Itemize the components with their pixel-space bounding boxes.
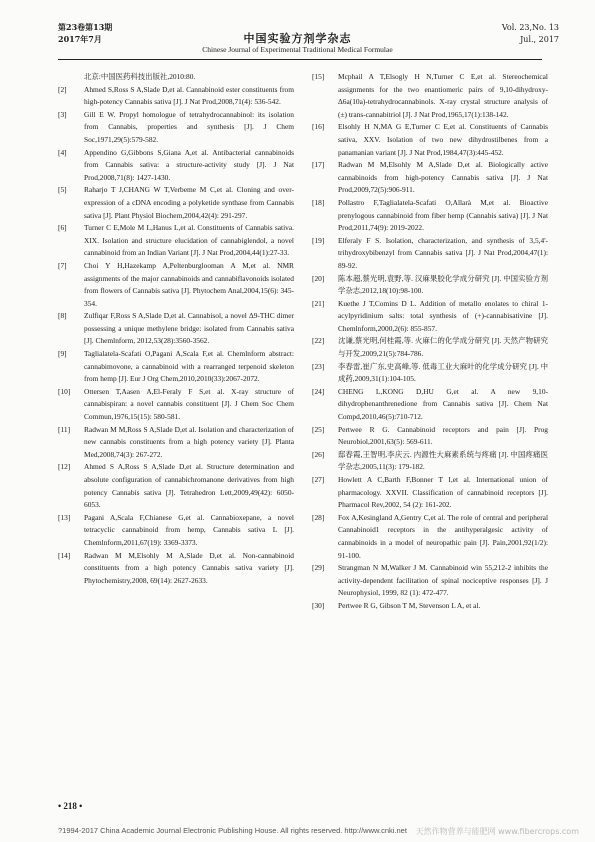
reference-text: 陈本超,蔡光明,袁野,等. 汉麻果胶化学成分研究 [J]. 中国实验方剂学杂志,2012,18(10):98-100. <box>338 273 548 296</box>
reference-number: [15] <box>312 72 325 81</box>
reference-text: Ahmed S,Ross S A,Slade D,et al. Cannabinoid ester constituents from high-potency Cannabis sativa [J]. J Nat Prod,2008,71(4): 536-542. <box>84 84 294 107</box>
reference-text: Pertwee R G. Cannabinoid receptors and pain [J]. Prog Neurobiol,2001,63(5): 569-611. <box>338 424 548 447</box>
reference-number: [25] <box>312 424 325 434</box>
reference-item <box>312 512 548 562</box>
reference-text: CHENG L,KONG D,HU G,et al. A new 9,10-dihydrophenanthrenedione from Cannabis sativa [J]. Chem Nat Compd,2010,46(5):710-712. <box>338 386 548 422</box>
reference-item <box>58 424 294 462</box>
reference-item <box>312 361 548 386</box>
reference-number: [8] <box>58 311 67 321</box>
reference-number: [28] <box>312 512 325 522</box>
reference-item <box>58 222 294 260</box>
reference-text: Fox A,Kesingland A,Gentry C,et al. The role of central and peripheral Cannabinoid1 receptors in the antihyperalgesic activity of cannabinoids in a model of neuropathic pain [J]. Pain,2001,92(1/2): 91-100. <box>338 512 548 560</box>
reference-number: [24] <box>312 386 325 396</box>
footer-copyright: ?1994-2017 China Academic Journal Electronic Publishing House. All rights reserved. http://www.cnki.net <box>58 826 407 835</box>
reference-text: 邸春霞,王智明,李庆云. 内源性大麻素系统与疼痛 [J]. 中国疼痛医学杂志,2005,11(3): 179-182. <box>338 449 548 472</box>
reference-number: [2] <box>58 84 67 94</box>
reference-item <box>58 461 294 511</box>
reference-text: Turner C E,Mole M L,Hanus L,et al. Constituents of Cannabis sativa. XIX. Isolation and structure elucidation of cannabiglendol, a novel cannabinoid from an Indian Variant [J]. J Nat Prod,2004,44(1):27-33. <box>84 223 294 258</box>
reference-text: Kuethe J T,Comins D L. Addition of metallo enolates to chiral 1-acylpyridinium salts: total synthesis of (+)-cannabisativine [J]. Chemlnform,2000,2(6): 855-857. <box>338 298 548 333</box>
page-number: • 218 • <box>58 801 83 811</box>
volume-issue-cn: 第23卷第13期 <box>58 22 113 32</box>
reference-number: [13] <box>58 512 71 522</box>
reference-continuation: 北京:中国医药科技出版社,2010:80. <box>84 72 196 81</box>
reference-number: [10] <box>58 386 71 396</box>
reference-item <box>58 84 294 109</box>
reference-text: Ottersen T,Aasen A,El-Feraly F S,et al. X-ray structure of cannabispiran: a novel cannabis constituent [J]. J Chem Soc Chem Commun,1976,15(15): 580-581. <box>84 386 294 422</box>
reference-text: Radwan M M,Elsohly M A,Slade D,et al. Non-cannabinoid constituents from a high potency Cannabis sativa variety [J]. Phytochemistry,2008, 69(14): 2627-2633. <box>84 550 294 585</box>
reference-number: [14] <box>58 550 71 560</box>
reference-number: [17] <box>312 160 325 170</box>
reference-number: [12] <box>58 462 71 472</box>
reference-number: [6] <box>58 223 67 233</box>
reference-item <box>58 147 294 185</box>
page-header <box>0 0 595 70</box>
reference-item <box>312 121 548 159</box>
reference-number: [26] <box>312 449 325 459</box>
reference-item <box>312 273 548 298</box>
reference-item <box>312 474 548 512</box>
reference-item <box>58 512 294 550</box>
reference-number: [16] <box>312 122 325 132</box>
reference-item <box>58 348 294 386</box>
reference-text: Pollastro F,Taglialatela-Scafati O,Allarà M,et al. Bioactive prenylogous cannabinoid from fiber hemp (Cannabis sativa) [J]. J Nat Prod,2011,74(9): 2019-2022. <box>338 197 548 233</box>
right-column <box>312 71 548 613</box>
reference-text: Strangman N M,Walker J M. Cannabinoid win 55,212-2 inhibits the activity-dependent facilitation of spinal nociceptive responses [J]. J Neurophysiol, 1999, 82 (1): 472-477. <box>338 563 548 598</box>
reference-number: [22] <box>312 336 325 346</box>
reference-item <box>312 562 548 600</box>
reference-text: Ahmed S A,Ross S A,Slade D,et al. Structure determination and absolute configuration of cannabichromanone derivatives from high potency Cannabis sativa [J]. Tetrahedron Lett,2009,49(42): 6050-6053. <box>84 462 294 510</box>
reference-item <box>58 184 294 222</box>
reference-text: Elferaly F S. Isolation, characterization, and synthesis of 3,5,4'-trihydroxybibenzyl from Cannabis sativa [J]. J Nat Prod,2004,47(1): 89-92. <box>338 235 548 270</box>
reference-text: Choi Y H,Hazekamp A,Peltenburglooman A M,et al. NMR assignments of the major cannabinoids and cannabiflavonoids isolated from flowers of Cannabis sativa [J]. Phytochem Anal,2004,15(6): 345-354. <box>84 260 294 308</box>
left-column <box>58 71 294 587</box>
header-rule <box>58 59 542 60</box>
reference-number: [19] <box>312 235 325 245</box>
reference-number: [9] <box>58 349 67 359</box>
reference-item <box>58 260 294 310</box>
reference-number: [23] <box>312 361 325 371</box>
reference-number: [3] <box>58 109 67 119</box>
volume-issue-en: Vol. 23,No. 13 <box>501 23 559 32</box>
reference-text: Gill E W. Propyl homologue of tetrahydrocannabinol: its isolation from Cannabis, properties and synthesis [J]. J Chem Soc,1971,29(5):579-582. <box>84 109 294 144</box>
reference-item <box>58 109 294 147</box>
reference-number: [18] <box>312 197 325 207</box>
reference-text: Appendino G,Gibbons S,Giana A,et al. Antibacterial cannabinoids from Cannabis sativa: a structure-activity study [J]. J Nat Prod,2008,71(8): 1427-1430. <box>84 147 294 182</box>
reference-item <box>58 386 294 424</box>
reference-number: [30] <box>312 600 325 610</box>
reference-text: Radwan M M,Elsohly M A,Slade D,et al. Biologically active cannabinoids from high-potency Cannabis sativa [J]. J Nat Prod,2009,72(5):906-911. <box>338 160 548 195</box>
reference-text: 沈谦,蔡光明,何桂霞,等. 火麻仁的化学成分研究 [J]. 天然产物研究与开发,2009,21(5):784-786. <box>338 336 548 359</box>
reference-number: [29] <box>312 563 325 573</box>
reference-number: [21] <box>312 298 325 308</box>
journal-title-en: Chinese Journal of Experimental Traditional Medical Formulae <box>202 45 393 54</box>
reference-item <box>312 424 548 449</box>
reference-text: Pagani A,Scala F,Chianese G,et al. Cannabioxepane, a novel tetracyclic cannabinoid from hemp, Cannabis sativa L [J]. Chemlnform,2011,67(19): 3369-3373. <box>84 512 294 547</box>
reference-item <box>312 386 548 424</box>
reference-text: Howlett A C,Barth F,Bonner T I,et al. International union of pharmacology. XXVII. Classification of cannabinoid receptors [J]. Pharmacol Rev,2002, 54 (2): 161-202. <box>338 475 548 510</box>
date-cn: 2017年7月 <box>58 34 102 44</box>
reference-item <box>312 235 548 273</box>
reference-item <box>312 197 548 235</box>
reference-text: Taglialatela-Scafati O,Pagani A,Scala F,et al. Chemlnform abstract: cannabimovone, a cannabinoid with a rearranged terpenoid skeleton from hemp [J]. Eur J Org Chem,2010,2010(33):2067-2072. <box>84 349 294 384</box>
reference-text: Zulfiqar F,Ross S A,Slade D,et al. Cannabisol, a novel Δ9-THC dimer possessing a unique methylene bridge: isolated from Cannabis sativa [J]. Chemlnform, 2012,53(28):3560-3562. <box>84 311 294 346</box>
reference-number: [20] <box>312 273 325 283</box>
watermark: 天然作物营养与能肥网 www.fibercrops.com <box>415 827 579 836</box>
reference-text: 李春雷,崔广东,史高峰,等. 低毒工业大麻叶的化学成分研究 [J]. 中成药,2009,31(1):104-105. <box>338 361 548 384</box>
reference-text: Mcphail A T,Elsogly H N,Turner C E,et al. Stereochemical assignments for the two enantiomeric pairs of 9,10-dihydroxy-Δ6a(10a)-tetrahydrocannabinols. X-ray crystal structure analysis of (±) trans-cannabitriol [J]. J Nat Prod,1965,17(1):138-142. <box>338 72 548 119</box>
reference-item <box>312 449 548 474</box>
reference-item <box>58 550 294 588</box>
reference-number: [4] <box>58 147 67 157</box>
reference-text: Elsohly H N,MA G E,Turner C E,et al. Constituents of Cannabis sativa, XXV. Isolation of two new dihydrostilbenes from a panamanian variant [J]. J Nat Prod,1984,47(3):445-452. <box>338 122 548 157</box>
date-en: Jul., 2017 <box>520 35 559 44</box>
reference-text: Pertwee R G, Gibson T M, Stevenson L A, et al. <box>338 600 481 610</box>
reference-text: Radwan M M,Ross S A,Slade D,et al. Isolation and characterization of new cannabis constituents from a high potency variety [J]. Planta Med,2008,74(3): 267-272. <box>84 424 294 459</box>
reference-text: Raharjo T J,CHANG W T,Verbeme M C,et al. Cloning and over-expression of a cDNA encoding a polyketide synthase from Cannabis sativa [J]. Plant Physiol Biochem,2004,42(4): 291-297. <box>84 185 294 220</box>
reference-item <box>312 600 548 613</box>
reference-item <box>312 298 548 336</box>
reference-number: [11] <box>58 424 71 434</box>
reference-number: [7] <box>58 260 67 270</box>
reference-number: [5] <box>58 185 67 195</box>
reference-item <box>312 71 548 121</box>
reference-number: [27] <box>312 475 325 484</box>
reference-item <box>312 335 548 360</box>
journal-title-cn: 中国实验方剂学杂志 <box>243 32 352 45</box>
reference-item <box>58 310 294 348</box>
reference-item <box>312 159 548 197</box>
